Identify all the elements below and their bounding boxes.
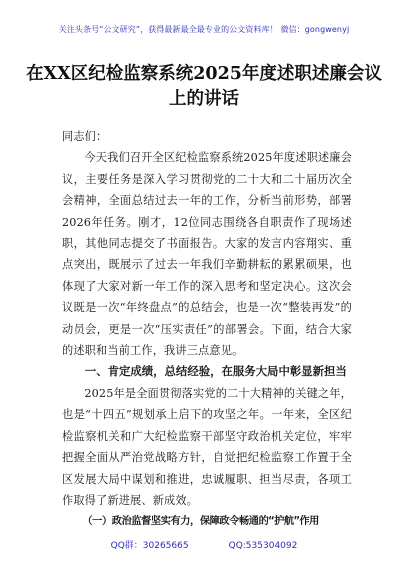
qq-group-text: QQ群：30265665 <box>110 541 189 551</box>
subsection-heading: （一）政治监督坚实有力，保障政令畅通的“护航”作用 <box>82 516 319 528</box>
qq-text: QQ:535304092 <box>228 541 298 551</box>
document-title: 在XX区纪检监察系统2025年度述职述廉会议上的讲话 <box>26 64 382 109</box>
contact-footer <box>0 538 408 551</box>
section-heading: 一、肯定成绩，总结经验，在服务大局中彰显新担当 <box>84 364 347 379</box>
promo-banner: 关注头条号“公文研究”，获得最新最全最专业的公文资料库！ 微信：gongwenyj <box>58 25 350 34</box>
section-paragraph: 2025年是全面贯彻落实党的二十大精神的关键之年，也是“十四五”规划承上启下的攻坚之年。一年来，全区纪检监察机关和广大纪检监察干部坚守政治机关定位，牢牢把握全面从严治党战略方针，自觉把纪检监察工作置于全区发展大局中谋划和推进，忠诚履职、担当尽责，各项工作取得了新进展、新成效。 <box>62 386 352 507</box>
document-body <box>62 126 352 533</box>
salutation: 同志们： <box>62 130 108 143</box>
intro-paragraph: 今天我们召开全区纪检监察系统2025年度述职述廉会议，主要任务是深入学习贯彻党的二十大和二十届历次全会精神，全面总结过去一年的工作，分析当前形势，部署2026年任务。刚才，12位同志围绕各自职责作了现场述职，其他同志提交了书面报告。大家的发言内容翔实、重点突出，既展示了过去一年我们辛勤耕耘的累累硕果，也体现了大家对新一年工作的深入思考和坚定决心。这次会议既是一次“年终盘点”的总结会，也是一次“整装再发”的动员会，更是一次“压实责任”的部署会。下面，结合大家的述职和当前工作，我讲三点意见。 <box>62 151 352 358</box>
